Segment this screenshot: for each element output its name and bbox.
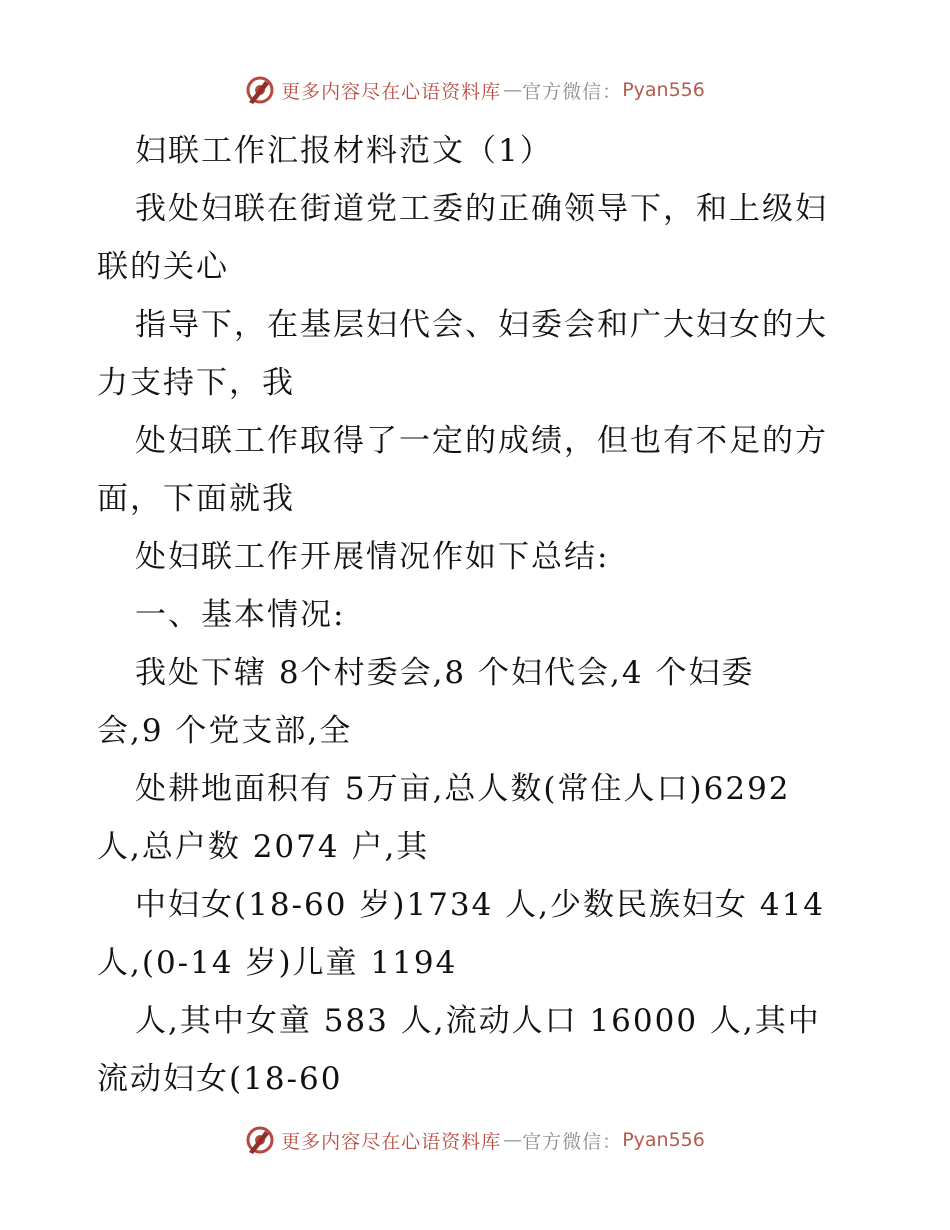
paragraph-line: 面，下面就我 [97, 481, 295, 517]
paragraph-line: 我处妇联在街道党工委的正确领导下，和上级妇 [135, 191, 828, 227]
section-heading: 一、基本情况: [135, 597, 346, 633]
paragraph-line: 处妇联工作开展情况作如下总结: [135, 539, 610, 575]
pen-logo-icon [245, 75, 275, 105]
watermark-dash: — [503, 1129, 521, 1151]
paragraph-line: 处妇联工作取得了一定的成绩，但也有不足的方 [135, 423, 828, 459]
watermark-header [0, 70, 950, 110]
watermark-dash: — [503, 79, 521, 101]
pen-logo-icon [245, 1125, 275, 1155]
watermark-brand: 更多内容尽在心语资料库 [281, 1130, 502, 1153]
paragraph-line: 流动妇女(18-60 [97, 1061, 343, 1097]
watermark-wechat-id: Pyan556 [622, 79, 705, 101]
paragraph-line: 指导下，在基层妇代会、妇委会和广大妇女的大 [135, 307, 828, 343]
paragraph-line: 处耕地面积有 5万亩,总人数(常住人口)6292 [135, 771, 791, 807]
watermark-wechat-id: Pyan556 [622, 1129, 705, 1151]
paragraph-line: 联的关心 [97, 249, 229, 285]
paragraph-line: 人,其中女童 583 人,流动人口 16000 人,其中 [135, 1003, 821, 1039]
paragraph-line: 我处下辖 8个村委会,8 个妇代会,4 个妇委 [135, 655, 755, 691]
watermark-footer [0, 1120, 950, 1160]
paragraph-line: 中妇女(18-60 岁)1734 人,少数民族妇女 414 [135, 887, 826, 923]
paragraph-line: 人,(0-14 岁)儿童 1194 [97, 945, 458, 981]
paragraph-line: 人,总户数 2074 户,其 [97, 829, 430, 865]
paragraph-line: 力支持下，我 [97, 365, 295, 401]
watermark-wechat-label: 官方微信： [522, 1130, 623, 1153]
watermark-brand: 更多内容尽在心语资料库 [281, 80, 502, 103]
document-body [97, 122, 857, 1108]
paragraph-line: 会,9 个党支部,全 [97, 713, 353, 749]
watermark-wechat-label: 官方微信： [522, 80, 623, 103]
document-title: 妇联工作汇报材料范文（1） [135, 133, 553, 169]
